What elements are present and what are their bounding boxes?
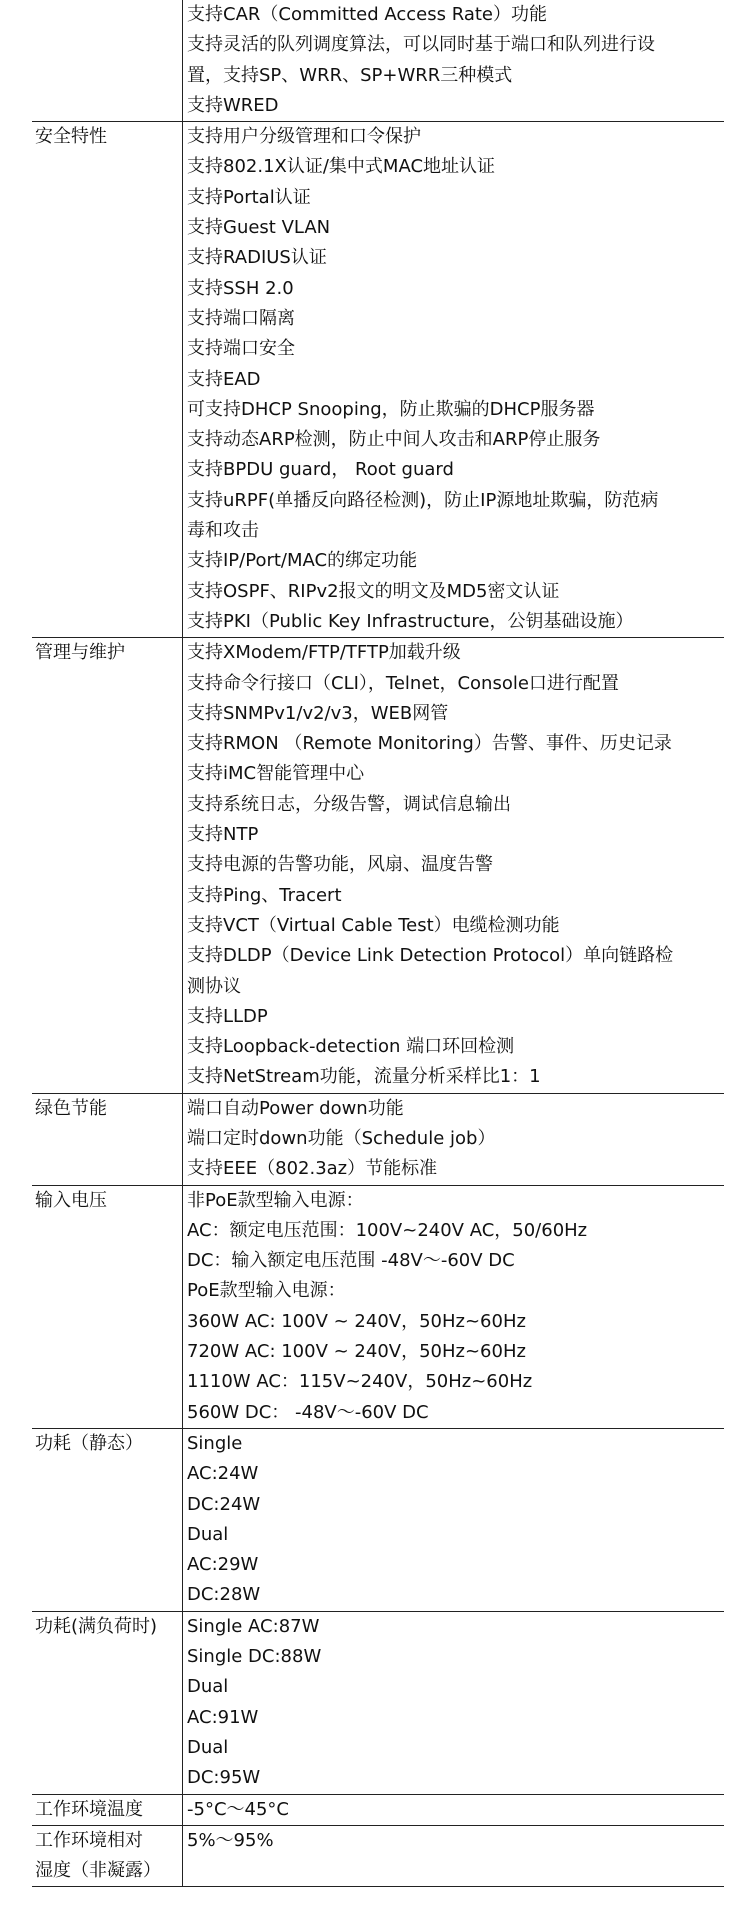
spec-value-line: 560W DC： -48V～-60V DC xyxy=(187,1401,429,1423)
spec-label: 输入电压 xyxy=(32,1186,183,1428)
spec-value-line: 支持命令行接口（CLI），Telnet，Console口进行配置 xyxy=(187,672,619,694)
spec-value-line: 置，支持SP、WRR、SP+WRR三种模式 xyxy=(187,64,513,86)
spec-value-line: 支持SNMPv1/v2/v3，WEB网管 xyxy=(187,702,449,724)
spec-value-line: Single DC:88W xyxy=(187,1646,322,1668)
spec-value-line: 360W AC: 100V ~ 240V，50Hz~60Hz xyxy=(187,1310,526,1332)
spec-values xyxy=(183,638,724,1092)
spec-row xyxy=(32,1826,724,1888)
spec-row xyxy=(32,1795,724,1826)
spec-row xyxy=(32,122,724,638)
spec-value-line: 支持RADIUS认证 xyxy=(187,247,327,269)
spec-value-line: Dual xyxy=(187,1523,229,1545)
spec-label: 工作环境温度 xyxy=(32,1795,183,1825)
spec-value-line: 支持PKI（Public Key Infrastructure，公钥基础设施） xyxy=(187,610,634,632)
spec-label: 功耗（静态） xyxy=(32,1429,183,1611)
spec-row xyxy=(32,1429,724,1612)
spec-label: 绿色节能 xyxy=(32,1094,183,1185)
spec-label xyxy=(32,1826,183,1887)
spec-table xyxy=(32,0,724,1887)
spec-label-line: 工作环境相对 xyxy=(35,1829,143,1851)
spec-value-line: 支持NTP xyxy=(187,824,259,846)
spec-row xyxy=(32,0,724,122)
spec-value-line: 5%～95% xyxy=(187,1829,274,1851)
spec-value-line: 720W AC: 100V ~ 240V，50Hz~60Hz xyxy=(187,1341,526,1363)
spec-value-line: 支持系统日志，分级告警，调试信息输出 xyxy=(187,793,511,815)
spec-value-line: 支持EAD xyxy=(187,368,261,390)
spec-value-line: 1110W AC：115V~240V，50Hz~60Hz xyxy=(187,1371,533,1393)
spec-label: 功耗(满负荷时) xyxy=(32,1612,183,1794)
spec-value-line: Single xyxy=(187,1432,243,1454)
spec-values xyxy=(183,0,724,121)
spec-label: 管理与维护 xyxy=(32,638,183,1092)
spec-value-line: 非PoE款型输入电源： xyxy=(187,1189,364,1211)
spec-value-line: 支持灵活的队列调度算法，可以同时基于端口和队列进行设 xyxy=(187,34,655,56)
spec-value-line: PoE款型输入电源： xyxy=(187,1280,346,1302)
spec-value-line: 支持SSH 2.0 xyxy=(187,277,294,299)
spec-value-line: 支持RMON （Remote Monitoring）告警、事件、历史记录 xyxy=(187,733,672,755)
spec-value-line: 支持BPDU guard， Root guard xyxy=(187,459,454,481)
spec-value-line: DC:24W xyxy=(187,1493,261,1515)
spec-value-line: 端口定时down功能（Schedule job） xyxy=(187,1127,496,1149)
spec-value-line: 支持Ping、Tracert xyxy=(187,884,342,906)
spec-value-line: 支持用户分级管理和口令保护 xyxy=(187,126,421,148)
spec-value-line: 支持CAR（Committed Access Rate）功能 xyxy=(187,4,547,25)
spec-values xyxy=(183,1826,724,1887)
spec-values xyxy=(183,1186,724,1428)
spec-values xyxy=(183,1429,724,1611)
spec-values xyxy=(183,1094,724,1185)
spec-value-line: 支持Loopback-detection 端口环回检测 xyxy=(187,1036,515,1058)
spec-values xyxy=(183,122,724,637)
spec-value-line: 支持iMC智能管理中心 xyxy=(187,763,365,785)
spec-row xyxy=(32,1094,724,1186)
spec-label-line: 湿度（非凝露） xyxy=(35,1860,161,1882)
spec-values xyxy=(183,1612,724,1794)
spec-value-line: DC:28W xyxy=(187,1584,261,1606)
spec-value-line: 支持Guest VLAN xyxy=(187,217,331,239)
spec-value-line: Single AC:87W xyxy=(187,1615,320,1637)
spec-value-line: 支持XModem/FTP/TFTP加载升级 xyxy=(187,642,461,664)
spec-value-line: 支持NetStream功能，流量分析采样比1：1 xyxy=(187,1066,541,1088)
spec-label: 安全特性 xyxy=(32,122,183,637)
spec-value-line: 支持电源的告警功能，风扇、温度告警 xyxy=(187,854,493,876)
spec-value-line: 支持WRED xyxy=(187,94,279,116)
spec-value-line: 支持Portal认证 xyxy=(187,186,311,208)
spec-value-line: 支持DLDP（Device Link Detection Protocol）单向链路检 xyxy=(187,945,674,967)
spec-value-line: DC:95W xyxy=(187,1767,261,1789)
spec-value-line: Dual xyxy=(187,1676,229,1698)
spec-row xyxy=(32,638,724,1093)
spec-values xyxy=(183,1795,724,1825)
spec-value-line: DC：输入额定电压范围 -48V～-60V DC xyxy=(187,1250,515,1272)
spec-value-line: 支持802.1X认证/集中式MAC地址认证 xyxy=(187,156,496,178)
spec-value-line: 毒和攻击 xyxy=(187,520,259,542)
spec-value-line: 支持IP/Port/MAC的绑定功能 xyxy=(187,550,418,572)
spec-value-line: 支持OSPF、RIPv2报文的明文及MD5密文认证 xyxy=(187,580,560,602)
spec-value-line: 端口自动Power down功能 xyxy=(187,1097,404,1119)
spec-value-line: AC：额定电压范围：100V~240V AC，50/60Hz xyxy=(187,1219,588,1241)
spec-value-line: Dual xyxy=(187,1736,229,1758)
spec-row xyxy=(32,1612,724,1795)
spec-value-line: AC:24W xyxy=(187,1463,259,1485)
spec-value-line: 测协议 xyxy=(187,975,241,997)
spec-value-line: 可支持DHCP Snooping，防止欺骗的DHCP服务器 xyxy=(187,398,595,420)
spec-value-line: 支持VCT（Virtual Cable Test）电缆检测功能 xyxy=(187,914,560,936)
spec-value-line: 支持LLDP xyxy=(187,1005,268,1027)
spec-value-line: 支持EEE（802.3az）节能标准 xyxy=(187,1158,438,1180)
spec-row xyxy=(32,1186,724,1429)
spec-value-line: 支持端口安全 xyxy=(187,338,295,360)
spec-label xyxy=(32,0,183,121)
spec-value-line: -5°C～45°C xyxy=(187,1798,289,1820)
spec-value-line: AC:29W xyxy=(187,1554,259,1576)
spec-value-line: 支持uRPF(单播反向路径检测)，防止IP源地址欺骗，防范病 xyxy=(187,489,659,511)
spec-value-line: 支持动态ARP检测，防止中间人攻击和ARP停止服务 xyxy=(187,429,601,451)
spec-value-line: AC:91W xyxy=(187,1706,259,1728)
spec-value-line: 支持端口隔离 xyxy=(187,307,295,329)
